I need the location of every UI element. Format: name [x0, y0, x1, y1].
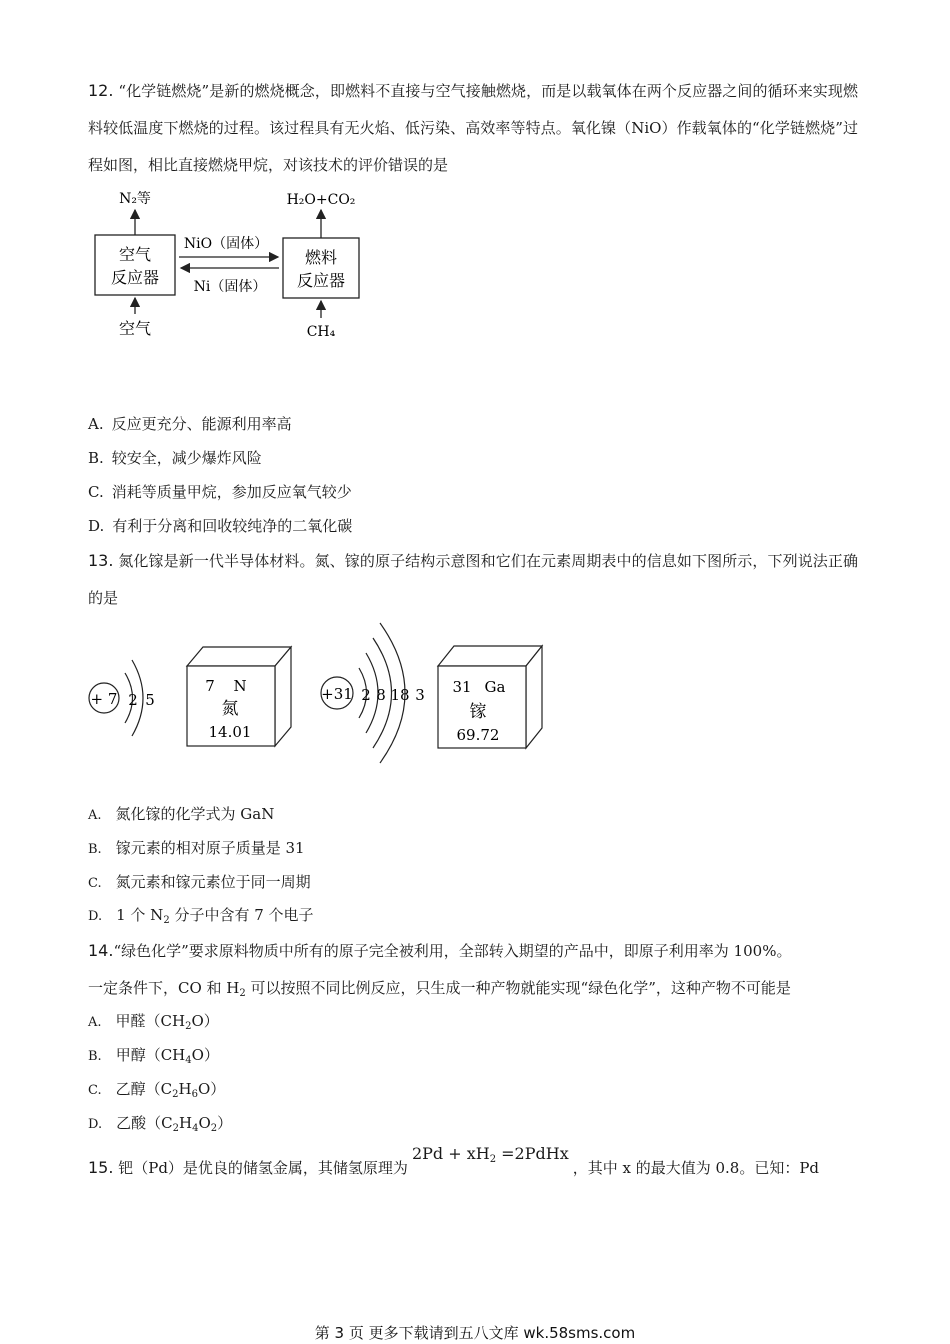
q15-stem: [88, 1144, 820, 1178]
q12-chemical-looping-diagram: [88, 186, 378, 346]
q12-option-d[interactable]: [88, 516, 352, 536]
q13-option-a[interactable]: [88, 804, 274, 826]
formula-part: C: [160, 1080, 173, 1098]
gallium-mass: 69.72: [456, 726, 500, 744]
nitrogen-cube-top: [187, 647, 291, 666]
q12-stem-text: “化学链燃烧”是新的燃烧概念，即燃料不直接与空气接触燃烧，而是以载氧体在两个反应器之间的循环来实现燃料较低温度下燃烧的过程。该过程具有无火焰、低污染、高效率等特点。氧化镍（NiO）作载氧体的“化学链燃烧”过程如图，相比直接燃烧甲烷，对该技术的评价错误的是: [88, 82, 858, 174]
option-label: C.: [88, 483, 104, 501]
page-footer: 第 3 页 更多下载请到五八文库 wk.58sms.com: [314, 1324, 636, 1342]
option-text-pre: 1 个 N: [116, 906, 164, 924]
option-name: 乙醇（: [115, 1080, 161, 1098]
q12-option-c[interactable]: [88, 482, 352, 502]
q14-line2-b: 可以按照不同比例反应，只生成一种产物就能实现“绿色化学”，这种产物不可能是: [245, 979, 791, 997]
formula-part: =2PdHx: [496, 1144, 569, 1163]
air-input-label: 空气: [118, 319, 152, 338]
option-close: ）: [203, 1012, 219, 1030]
formula-sub: 2: [172, 1123, 179, 1134]
gallium-shell-1-count: 2: [361, 686, 371, 704]
fuel-reactor-label-1: 燃料: [304, 248, 338, 267]
q13-atom-diagrams: [80, 618, 560, 768]
formula-sub: 6: [191, 1089, 198, 1100]
formula-sub: 2: [489, 1154, 497, 1165]
option-label: C.: [88, 876, 102, 891]
nitrogen-atomic-number: 7: [205, 677, 215, 695]
formula-part: O: [191, 1012, 204, 1030]
option-name: 甲醇（: [115, 1046, 161, 1064]
q14-option-a[interactable]: [88, 1011, 219, 1033]
option-text-sub: 2: [163, 915, 170, 926]
formula-part: O: [191, 1046, 204, 1064]
gallium-atomic-number: 31: [452, 678, 472, 696]
option-close: ）: [217, 1114, 233, 1132]
ni-transfer-label: Ni（固体）: [193, 279, 267, 295]
nitrogen-shell-2-count: 5: [145, 691, 155, 709]
gallium-shell-4-count: 3: [415, 686, 425, 704]
nitrogen-mass: 14.01: [208, 723, 252, 741]
option-text: 有利于分离和回收较纯净的二氧化碳: [112, 517, 353, 535]
q14-option-b[interactable]: [88, 1045, 219, 1067]
q14-number: 14.: [88, 941, 114, 960]
option-text: 反应更充分、能源利用率高: [111, 415, 292, 433]
option-text: 氮元素和镓元素位于同一周期: [115, 873, 311, 891]
option-text-post: 分子中含有 7 个电子: [169, 906, 314, 924]
q12-option-b[interactable]: [88, 448, 262, 468]
option-label: D.: [88, 517, 105, 535]
option-name: 甲醛（: [115, 1012, 161, 1030]
gallium-nucleus-charge: +31: [321, 685, 353, 703]
option-label: B.: [88, 1049, 102, 1064]
option-label: A.: [88, 808, 102, 823]
option-close: ）: [203, 1046, 219, 1064]
formula-part: O: [197, 1080, 211, 1098]
h2o-co2-output-label: H₂O+CO₂: [286, 192, 356, 208]
option-text: 消耗等质量甲烷，参加反应氧气较少: [111, 483, 352, 501]
q15-text-a: 钯（Pd）是优良的储氢金属，其储氢原理为: [118, 1159, 408, 1177]
option-text: 镓元素的相对原子质量是 31: [115, 839, 305, 857]
formula-part: CH: [160, 1046, 186, 1064]
q12-stem: [88, 72, 858, 184]
q14-line2-a: 一定条件下，CO 和 H: [88, 979, 240, 997]
ch4-input-label: CH₄: [306, 324, 336, 340]
q15-text-b: ，其中 x 的最大值为 0.8。已知：Pd: [572, 1159, 820, 1177]
q15-number: 15.: [88, 1158, 114, 1177]
formula-sub: 4: [185, 1055, 192, 1066]
n2-output-label: N₂等: [119, 191, 151, 207]
option-text: 较安全，减少爆炸风险: [111, 449, 262, 467]
option-label: A.: [88, 415, 104, 433]
option-label: B.: [88, 449, 104, 467]
gallium-symbol: Ga: [484, 678, 506, 696]
option-close: ）: [210, 1080, 226, 1098]
formula-sub: 2: [172, 1089, 179, 1100]
gallium-shell-3-count: 18: [390, 686, 410, 704]
option-text: 氮化镓的化学式为 GaN: [115, 805, 275, 823]
formula-part: 2Pd + xH: [411, 1144, 490, 1163]
q13-number: 13.: [88, 551, 114, 570]
q13-stem-text: 氮化镓是新一代半导体材料。氮、镓的原子结构示意图和它们在元素周期表中的信息如下图所示，下列说法正确的是: [88, 552, 858, 607]
option-label: B.: [88, 842, 102, 857]
q13-stem: [88, 542, 858, 617]
q14-option-c[interactable]: [88, 1079, 225, 1101]
q14-stem: [88, 932, 858, 1007]
q14-option-d[interactable]: [88, 1113, 232, 1135]
q14-line2-sub: 2: [239, 988, 246, 999]
q15-formula: [408, 1144, 573, 1164]
nitrogen-name: 氮: [221, 699, 239, 719]
option-label: D.: [88, 909, 103, 924]
q14-line1: “绿色化学”要求原料物质中所有的原子完全被利用，全部转入期望的产品中，即原子利用率为 100%。: [113, 942, 792, 960]
gallium-name: 镓: [469, 702, 487, 722]
gallium-shell-2-count: 8: [376, 686, 386, 704]
formula-part: C: [161, 1114, 173, 1132]
formula-sub: 2: [210, 1123, 218, 1134]
formula-part: H: [178, 1080, 192, 1098]
option-label: A.: [88, 1015, 102, 1030]
air-reactor-label-1: 空气: [118, 245, 152, 264]
option-label: C.: [88, 1083, 102, 1098]
gallium-cube-top: [438, 646, 542, 666]
formula-part: O: [198, 1114, 211, 1132]
nitrogen-nucleus-charge: + 7: [90, 690, 118, 708]
nitrogen-symbol: N: [233, 677, 247, 695]
q13-option-d[interactable]: [88, 905, 314, 927]
q13-option-b[interactable]: [88, 838, 305, 860]
formula-part: H: [178, 1114, 193, 1132]
q12-number: 12.: [88, 81, 114, 100]
option-label: D.: [88, 1117, 103, 1132]
nitrogen-shell-1-count: 2: [128, 691, 138, 709]
formula-sub: 4: [192, 1123, 199, 1134]
nio-transfer-label: NiO（固体）: [183, 236, 269, 252]
q12-option-a[interactable]: [88, 414, 292, 434]
fuel-reactor-label-2: 反应器: [296, 271, 346, 290]
option-name: 乙酸（: [116, 1114, 162, 1132]
air-reactor-label-2: 反应器: [110, 268, 160, 287]
q13-option-c[interactable]: [88, 872, 311, 894]
formula-sub: 2: [185, 1021, 192, 1032]
formula-part: CH: [160, 1012, 186, 1030]
